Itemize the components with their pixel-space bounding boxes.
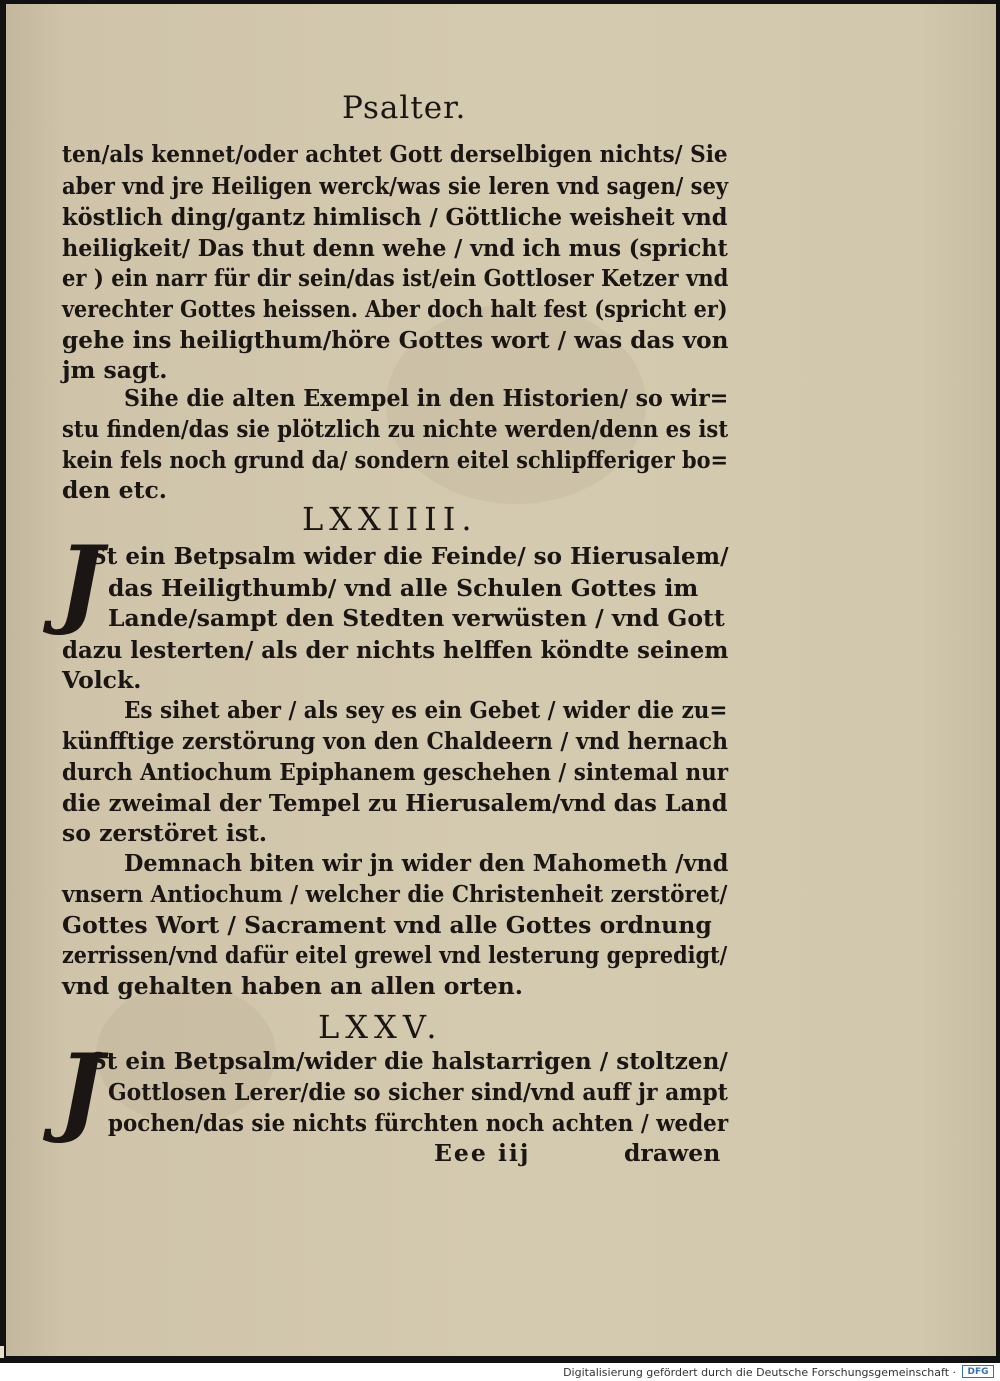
text-line: Volck. [62, 666, 142, 694]
psalm-heading: LXXV. [318, 1008, 443, 1046]
text-line: durch Antiochum Epiphanem geschehen / sintemal nur [62, 758, 729, 786]
edge-mark [0, 1346, 4, 1358]
text-line: er ) ein narr für dir sein/das ist/ein Gottloser Ketzer vnd [62, 264, 729, 292]
text-line: aber vnd jre Heiligen werck/was sie leren vnd sagen/ sey [62, 172, 729, 200]
text-line: heiligkeit/ Das thut denn wehe / vnd ich mus (spricht [62, 234, 728, 262]
text-line: kein fels noch grund da/ sondern eitel schlipfferiger bo= [62, 446, 729, 474]
book-page [6, 4, 996, 1356]
text-line: vnsern Antiochum / welcher die Christenheit zerstöret/ [62, 880, 728, 908]
text-line: verechter Gottes heissen. Aber doch halt fest (spricht er) [62, 295, 728, 323]
text-line: St ein Betpsalm wider die Feinde/ so Hierusalem/ [90, 542, 729, 570]
text-line: gehe ins heiligthum/höre Gottes wort / was das von [62, 326, 729, 354]
drop-cap-initial: J [58, 525, 104, 638]
text-line: köstlich ding/gantz himlisch / Göttliche weisheit vnd [62, 203, 728, 231]
funding-credit: Digitalisierung gefördert durch die Deutsche Forschungsgemeinschaft · [563, 1366, 956, 1379]
text-line: den etc. [62, 476, 167, 504]
text-line: künfftige zerstörung von den Chaldeern / vnd hernach [62, 727, 728, 755]
text-line: vnd gehalten haben an allen orten. [62, 972, 523, 1000]
text-line: jm sagt. [62, 356, 168, 384]
text-line: Demnach biten wir jn wider den Mahometh /vnd [124, 849, 729, 877]
catchword: drawen [624, 1139, 721, 1167]
text-line: Sihe die alten Exempel in den Historien/ so wir= [124, 384, 729, 412]
text-line: das Heiligthumb/ vnd alle Schulen Gottes im [108, 574, 699, 602]
text-line: Lande/sampt den Stedten verwüsten / vnd Gott [108, 604, 725, 632]
drop-cap-initial: J [58, 1033, 104, 1146]
text-line: pochen/das sie nichts fürchten noch achten / weder [108, 1109, 729, 1137]
text-line: Gottes Wort / Sacrament vnd alle Gottes ordnung [62, 911, 712, 939]
text-line: so zerstöret ist. [62, 819, 268, 847]
text-line: die zweimal der Tempel zu Hierusalem/vnd das Land [62, 789, 728, 817]
text-line: St ein Betpsalm/wider die halstarrigen / stoltzen/ [90, 1047, 728, 1075]
running-head: Psalter. [342, 90, 467, 126]
text-line: zerrissen/vnd dafür eitel grewel vnd lesterung gepredigt/ [62, 941, 728, 969]
text-line: ten/als kennet/oder achtet Gott derselbigen nichts/ Sie [62, 140, 728, 168]
text-line: Gottlosen Lerer/die so sicher sind/vnd auff jr ampt [108, 1078, 728, 1106]
dfg-logo-icon: DFG [962, 1365, 994, 1378]
text-line: stu finden/das sie plötzlich zu nichte werden/denn es ist [62, 415, 729, 443]
psalm-heading: LXXIIII. [302, 500, 478, 538]
text-line: dazu lesterten/ als der nichts helffen köndte seinem [62, 636, 729, 664]
signature-mark: Eee iij [434, 1139, 531, 1167]
text-line: Es sihet aber / als sey es ein Gebet / wider die zu= [124, 696, 728, 724]
